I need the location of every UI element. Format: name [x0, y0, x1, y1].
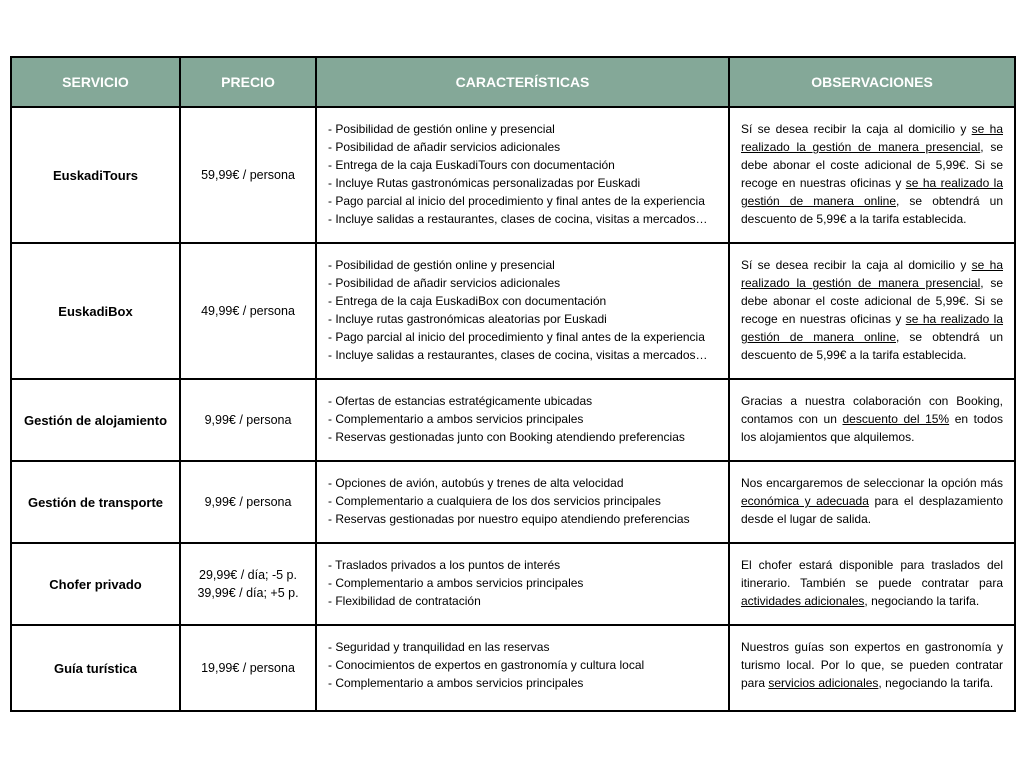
price-cell — [180, 625, 316, 711]
observations-cell — [729, 543, 1015, 625]
table-row — [11, 625, 1015, 711]
observation-text: Nos encargaremos de seleccionar la opción más — [741, 476, 1003, 490]
feature-item: - Traslados privados a los puntos de interés — [328, 558, 561, 572]
feature-item: - Opciones de avión, autobús y trenes de alta velocidad — [328, 476, 624, 490]
observation-text: , negociando la tarifa. — [878, 676, 994, 690]
feature-item: - Incluye rutas gastronómicas aleatorias por Euskadi — [328, 312, 607, 326]
feature-item: - Reservas gestionadas junto con Booking atendiendo preferencias — [328, 430, 685, 444]
observation-highlight: descuento del 15% — [842, 412, 950, 426]
table-row — [11, 243, 1015, 379]
observation-highlight: se ha realizado la gestión de manera online — [741, 176, 1004, 208]
header-features: CARACTERÍSTICAS — [316, 57, 729, 107]
feature-item: - Conocimientos de expertos en gastronomía y cultura local — [328, 658, 645, 672]
observation-text: , se debe abonar el coste adicional de 5,99€. Si se recoge en nuestras oficinas y — [741, 140, 1003, 190]
observation-text: , se debe abonar el coste adicional de 5,99€. Si se recoge en nuestras oficinas y — [741, 276, 1003, 326]
feature-item: - Complementario a cualquiera de los dos servicios principales — [328, 494, 661, 508]
feature-item: - Reservas gestionadas por nuestro equipo atendiendo preferencias — [328, 512, 690, 526]
service-name: EuskadiBox — [11, 243, 180, 379]
service-name: Chofer privado — [11, 543, 180, 625]
observation-text: Sí se desea recibir la caja al domicilio y — [741, 258, 972, 272]
price-cell — [180, 243, 316, 379]
price-line: 49,99€ / persona — [201, 304, 295, 318]
services-table — [10, 56, 1016, 712]
feature-item: - Posibilidad de gestión online y presencial — [328, 258, 555, 272]
observation-text: El chofer estará disponible para traslados del itinerario. También se puede contratar para — [741, 558, 1003, 590]
observation-text: Gracias a nuestra colaboración con Booking, contamos con un — [741, 394, 1003, 426]
feature-item: - Pago parcial al inicio del procedimiento y final antes de la experiencia — [328, 330, 705, 344]
observation-highlight: se ha realizado la gestión de manera presencial — [741, 122, 1003, 154]
feature-item: - Posibilidad de añadir servicios adicionales — [328, 276, 561, 290]
feature-item: - Complementario a ambos servicios principales — [328, 676, 584, 690]
feature-item: - Ofertas de estancias estratégicamente ubicadas — [328, 394, 593, 408]
observation-text: Sí se desea recibir la caja al domicilio y — [741, 122, 972, 136]
observations-cell — [729, 461, 1015, 543]
observation-highlight: actividades adicionales — [741, 594, 865, 608]
observations-cell — [729, 107, 1015, 243]
table-row — [11, 543, 1015, 625]
price-line: 59,99€ / persona — [201, 168, 295, 182]
price-line: 9,99€ / persona — [204, 495, 292, 509]
service-name: Gestión de transporte — [11, 461, 180, 543]
observation-text: , se obtendrá un descuento de 5,99€ a la tarifa establecida. — [741, 194, 1003, 226]
price-cell — [180, 461, 316, 543]
table-row — [11, 461, 1015, 543]
service-name: Gestión de alojamiento — [11, 379, 180, 461]
observation-highlight: se ha realizado la gestión de manera online — [741, 312, 1004, 344]
feature-item: - Posibilidad de añadir servicios adicionales — [328, 140, 561, 154]
features-cell — [316, 243, 729, 379]
feature-item: - Incluye salidas a restaurantes, clases de cocina, visitas a mercados… — [328, 212, 708, 226]
observations-cell — [729, 243, 1015, 379]
service-name: EuskadiTours — [11, 107, 180, 243]
price-line: 19,99€ / persona — [201, 661, 295, 675]
features-cell — [316, 379, 729, 461]
feature-item: - Entrega de la caja EuskadiTours con documentación — [328, 158, 615, 172]
header-price: PRECIO — [180, 57, 316, 107]
feature-item: - Entrega de la caja EuskadiBox con documentación — [328, 294, 607, 308]
observation-text: , negociando la tarifa. — [864, 594, 980, 608]
feature-item: - Complementario a ambos servicios principales — [328, 412, 584, 426]
features-cell — [316, 543, 729, 625]
observation-text: , se obtendrá un descuento de 5,99€ a la tarifa establecida. — [741, 330, 1003, 362]
observation-highlight: servicios adicionales — [768, 676, 879, 690]
observation-text: Nuestros guías son expertos en gastronomía y turismo local. Por lo que, se pueden contratar para — [741, 640, 1003, 690]
observation-highlight: económica y adecuada — [741, 494, 869, 508]
header-observations: OBSERVACIONES — [729, 57, 1015, 107]
feature-item: - Posibilidad de gestión online y presencial — [328, 122, 555, 136]
observation-text: en todos los alojamientos que alquilemos. — [741, 412, 1003, 444]
header-service: SERVICIO — [11, 57, 180, 107]
price-line: 9,99€ / persona — [204, 413, 292, 427]
price-cell — [180, 543, 316, 625]
feature-item: - Flexibilidad de contratación — [328, 594, 481, 608]
feature-item: - Seguridad y tranquilidad en las reservas — [328, 640, 550, 654]
price-cell — [180, 107, 316, 243]
table-row — [11, 107, 1015, 243]
feature-item: - Pago parcial al inicio del procedimiento y final antes de la experiencia — [328, 194, 705, 208]
features-cell — [316, 625, 729, 711]
observation-highlight: se ha realizado la gestión de manera presencial — [741, 258, 1003, 290]
header-row — [11, 57, 1015, 107]
price-line: 39,99€ / día; +5 p. — [197, 586, 299, 600]
price-line: 29,99€ / día; -5 p. — [199, 568, 297, 582]
table-row — [11, 379, 1015, 461]
service-name: Guía turística — [11, 625, 180, 711]
observations-cell — [729, 379, 1015, 461]
price-cell — [180, 379, 316, 461]
observation-text: para el desplazamiento desde el lugar de salida. — [741, 494, 1003, 526]
feature-item: - Incluye salidas a restaurantes, clases de cocina, visitas a mercados… — [328, 348, 708, 362]
observations-cell — [729, 625, 1015, 711]
features-cell — [316, 107, 729, 243]
feature-item: - Complementario a ambos servicios principales — [328, 576, 584, 590]
features-cell — [316, 461, 729, 543]
feature-item: - Incluye Rutas gastronómicas personalizadas por Euskadi — [328, 176, 641, 190]
